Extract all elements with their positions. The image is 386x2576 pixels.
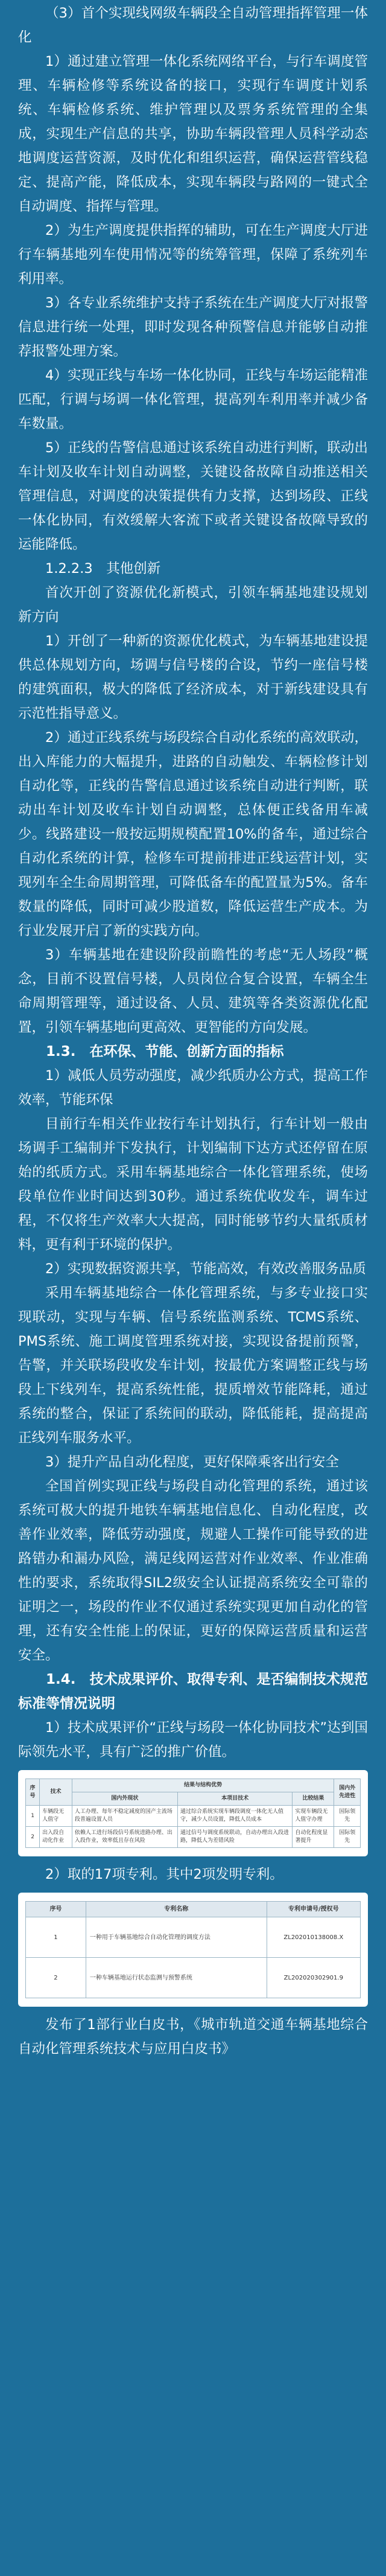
cell: 通过信号与调度系统联动，自动办理出入段进路，降低人为差错风险 (177, 1827, 292, 1848)
section-heading-1-4: 1.4. 技术成果评价、取得专利、是否编制技术规范标准等情况说明 (18, 1672, 368, 1711)
patent-table-card (18, 1893, 368, 2007)
cell: 人工办理、每年不稳定减度的国产主流场段普遍设置人员 (72, 1806, 177, 1827)
cell: 1 (26, 1806, 40, 1827)
group-header: 结果与结构优势 (72, 1779, 334, 1792)
table-row (26, 1806, 361, 1827)
cell: ZL202020302901.9 (267, 1958, 360, 1998)
cell: 通过综合系统实现车辆段调度一体化无人值守，减少人员设置，降低人员成本 (177, 1806, 292, 1827)
table-row (26, 1958, 361, 1998)
col-header: 国内外现状 (72, 1792, 177, 1806)
col-header: 序号 (26, 1902, 86, 1917)
section-c (18, 1064, 368, 1667)
paragraph: 1）减低人员劳动强度，减少纸质办公方式，提高工作效率，节能环保 (18, 1068, 368, 1108)
cell: 一种用于车辆基地综合自动化管理的调度方法 (86, 1917, 267, 1958)
paragraph: 2）通过正线系统与场段综合自动化系统的高效联动，出入库能力的大幅提升，进路的自动触发、车辆检修计划自动化等，正线的告警信息通过该系统自动进行判断，联动出车计划及收车计划自动调整，总体便正线备用车减少。线路建设一般按远期规模配置10%的备车，通过综合自动化系统的计算，检修车可提前排进正线运营计划，实现列车全生命周期管理，可降低备车的配置量为5%。备车数量的降低，同时可减少股道数，降低运营生产成本。为行业发展开启了新的实践方向。 (18, 730, 368, 939)
cell: 1 (26, 1917, 86, 1958)
cell: 2 (26, 1827, 40, 1848)
table-row (26, 1917, 361, 1958)
paragraph: 发布了1部行业白皮书，《城市轨道交通车辆基地综合自动化管理系统技术与应用白皮书》 (18, 2017, 368, 2057)
paragraph: 2）实现数据资源共享，节能高效，有效改善服务品质 (45, 1261, 366, 1277)
paragraph: 2）取的17项专利。其中2项发明专利。 (45, 1867, 283, 1882)
paragraph: 5）正线的告警信息通过该系统自动进行判断，联动出车计划及收车计划自动调整，关键设备故障自动推送相关管理信息，对调度的决策提供有力支撑，达到场段、正线一体化协同，有效缓解大客流下或者关键设备故障导致的运能降低。 (18, 440, 368, 552)
cell: 依赖人工进行场段信号系统进路办理、出入段作业，效率低且存在风险 (72, 1827, 177, 1848)
evaluation-table-card (18, 1770, 368, 1856)
paragraph: 全国首例实现正线与场段自动化管理的系统，通过该系统可极大的提升地铁车辆基地信息化、自动化程度，改善作业效率，降低劳动强度，规避人工操作可能导致的进路错办和漏办风险，满足线网运营对作业效率、作业准确性的要求，系统取得SIL2级安全认证提高系统安全可靠的证明之一，场段的作业不仅通过系统实现更加自动化的管理，还有安全性能上的保证，更好的保障运营质量和运营安全。 (18, 1478, 368, 1663)
col-header: 技术 (40, 1779, 72, 1806)
section-a (18, 1, 368, 557)
cell: 自动化程度显著提升 (293, 1827, 334, 1848)
cell: 2 (26, 1958, 86, 1998)
col-header: 本项目技术 (177, 1792, 292, 1806)
col-header: 比较结果 (293, 1792, 334, 1806)
cell: 出入段自动化作业 (40, 1827, 72, 1848)
paragraph: 采用车辆基地综合一体化管理系统，与多专业接口实现联动，实现与车辆、信号系统监测系统、TCMS系统、PMS系统、施工调度管理系统对接，实现设备提前预警，告警，并关联场段收发车计划，按最优方案调整正线与场段上下线列车，提高系统性能，提质增效节能降耗，通过系统的整合，保证了系统间的联动，降低能耗，提高提高正线列车服务水平。 (18, 1285, 368, 1446)
paragraph: 1）技术成果评价“正线与场段一体化协同技术”达到国际领先水平，具有广泛的推广价值。 (18, 1720, 368, 1760)
paragraph: 目前行车相关作业按行车计划执行，行车计划一般由场调手工编制并下发执行，计划编制下达方式还停留在原始的纸质方式。采用车辆基地综合一体化管理系统，使场段单位作业时间达到30秒。通过系统优收发车，调车过程，不仅将生产效率大大提高，同时能够节约大量纸质材料，更有利于环境的保护。 (18, 1116, 368, 1253)
col-header: 序号 (26, 1779, 40, 1806)
col-header: 专利名称 (86, 1902, 267, 1917)
paragraph: 3）车辆基地在建设阶段前瞻性的考虑“无人场段”概念，目前不设置信号楼，人员岗位合复合设置，车辆全生命周期管理等，通过设备、人员、建筑等各类资源优化配置，引领车辆基地向更高效、更智能的方向发展。 (18, 947, 368, 1035)
cell: 车辆段无人值守 (40, 1806, 72, 1827)
paragraph: 1）通过建立管理一体化系统网络平台，与行车调度管理、车辆检修等系统设备的接口，实现行车调度计划系统、车辆检修系统、维护管理以及票务系统管理的全集成，实现生产信息的共享，协助车辆段管理人员科学动态地调度运营资源，及时优化和组织运营，确保运营管线稳定、提高产能，降低成本，实现车辆段与路网的一键式全自动调度、指挥与管理。 (18, 54, 368, 214)
cell: 国际领先 (334, 1806, 361, 1827)
cell: 一种车辆基地运行状态监测与预警系统 (86, 1958, 267, 1998)
paragraph: 首次开创了资源优化新模式，引领车辆基地建设规划新方向 (18, 585, 368, 625)
subsection-heading: 1.2.2.3 其他创新 (45, 561, 161, 577)
paragraph: 3）各专业系统维护支持子系统在生产调度大厅对报警信息进行统一处理，即时发现各种预警信息并能够自动推荐报警处理方案。 (18, 295, 368, 359)
cell: 国际领先 (334, 1827, 361, 1848)
paragraph: 2）为生产调度提供指挥的辅助，可在生产调度大厅进行车辆基地列车使用情况等的统筹管理，保障了系统列车利用率。 (18, 223, 368, 287)
paragraph: 1）开创了一种新的资源优化模式，为车辆基地建设提供总体规划方向，场调与信号楼的合设，节约一座信号楼的建筑面积，极大的降低了经济成本，对于新线建设具有示范性指导意义。 (18, 633, 368, 721)
section-heading-1-3: 1.3. 在环保、节能、创新方面的指标 (46, 1044, 284, 1059)
col-header: 国内外先进性 (334, 1779, 361, 1806)
section-b (18, 581, 368, 1040)
evaluation-table (25, 1779, 361, 1848)
section-heading: （3）首个实现线网级车辆段全自动管理指挥管理一体化 (18, 5, 368, 45)
table-row (26, 1827, 361, 1848)
cell: ZL202010138008.X (267, 1917, 360, 1958)
paragraph: 3）提升产品自动化程度，更好保障乘客出行安全 (45, 1454, 339, 1470)
paragraph: 4）实现正线与车场一体化协同，正线与车场运能精准匹配，行调与场调一体化管理，提高列车利用率并减少备车数量。 (18, 368, 368, 432)
col-header: 专利申请号/授权号 (267, 1902, 360, 1917)
patent-table (25, 1901, 361, 1998)
cell: 实现车辆段无人值守办理 (293, 1806, 334, 1827)
